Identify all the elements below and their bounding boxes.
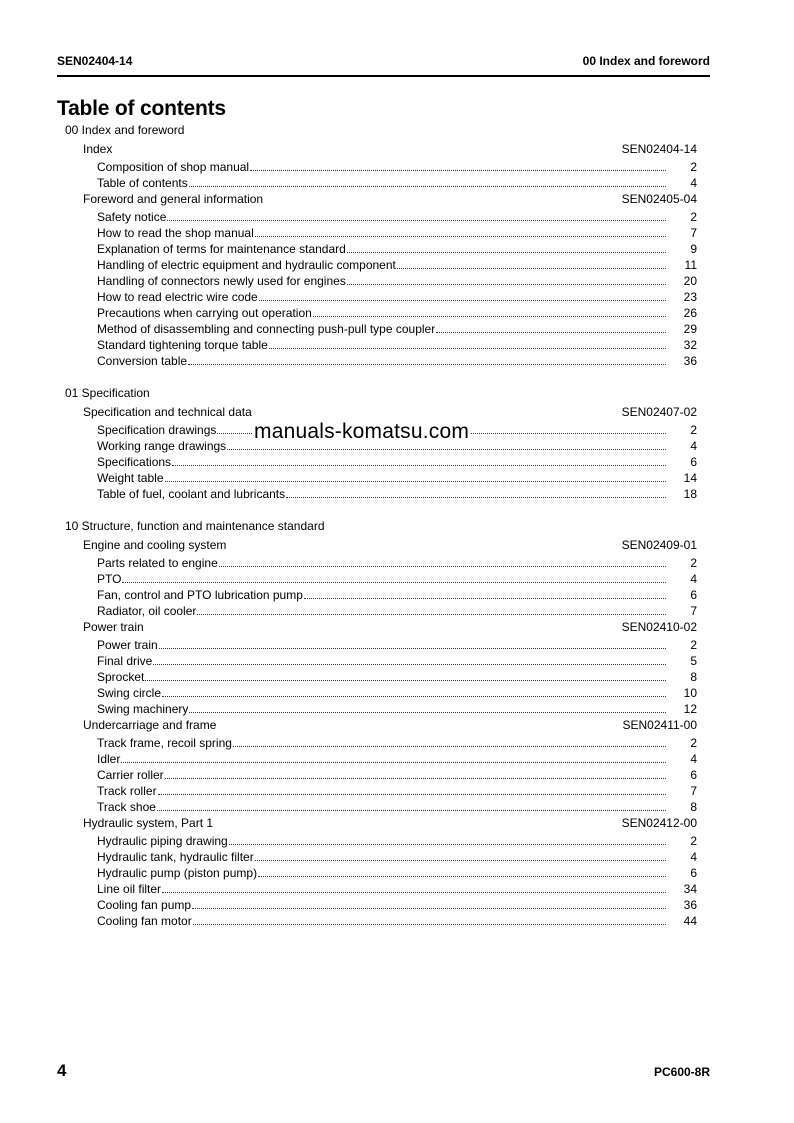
entry-page-number: 34 [683, 882, 697, 896]
dot-leader [162, 685, 666, 697]
dot-leader [159, 637, 666, 649]
dot-leader [304, 587, 666, 599]
entry-page-number: 36 [683, 898, 697, 912]
entry-label: Precautions when carrying out operation [97, 306, 312, 320]
dot-leader [167, 209, 666, 221]
entry-page-number: 6 [690, 768, 697, 782]
page-number: 4 [57, 1061, 67, 1080]
entry-label: Power train [97, 638, 158, 652]
dot-leader [165, 767, 666, 779]
dot-leader [153, 653, 666, 665]
section-code: SEN02405-04 [621, 192, 697, 206]
entry-label: Hydraulic piping drawing [97, 834, 228, 848]
entry-page-number: 7 [690, 784, 697, 798]
entry-label: Radiator, oil cooler [97, 604, 197, 618]
entry-label: Swing circle [97, 686, 162, 700]
header-rule [57, 75, 710, 77]
entry-page-number: 12 [683, 702, 697, 716]
entry-label: Fan, control and PTO lubrication pump [97, 588, 303, 602]
entry-page-number: 2 [690, 210, 697, 224]
toc-entry[interactable] [57, 783, 697, 799]
section-code: SEN02404-14 [621, 142, 697, 156]
toc-entry[interactable] [57, 571, 697, 587]
toc-chapter [57, 518, 697, 929]
toc-entry[interactable] [57, 637, 697, 653]
entry-page-number: 6 [690, 866, 697, 880]
toc-entry[interactable] [57, 337, 697, 353]
entry-label: Conversion table [97, 354, 188, 368]
toc-section[interactable] [57, 404, 697, 420]
toc-entry[interactable] [57, 175, 697, 191]
section-title: Foreword and general information [83, 192, 264, 206]
dot-leader [165, 470, 667, 482]
entry-page-number: 2 [690, 556, 697, 570]
entry-label: Final drive [97, 654, 153, 668]
toc-entry[interactable] [57, 653, 697, 669]
dot-leader [162, 881, 666, 893]
section-code: SEN02411-00 [622, 718, 697, 732]
entry-page-number: 14 [683, 471, 697, 485]
entry-page-number: 6 [690, 588, 697, 602]
entry-label: Swing machinery [97, 702, 189, 716]
toc-entry[interactable] [57, 735, 697, 751]
toc-section[interactable] [57, 619, 697, 635]
dot-leader [255, 225, 666, 237]
toc-entry[interactable] [57, 470, 697, 486]
chapter-title[interactable]: 00 Index and foreword [65, 123, 185, 137]
toc-entry[interactable] [57, 669, 697, 685]
toc-entry[interactable] [57, 555, 697, 571]
toc-entry[interactable] [57, 913, 697, 929]
entry-page-number: 9 [690, 242, 697, 256]
section-title: Specification and technical data [83, 405, 252, 419]
toc-entry[interactable] [57, 833, 697, 849]
toc-entry[interactable] [57, 701, 697, 717]
model-code: PC600-8R [653, 1065, 710, 1079]
doc-code: SEN02404-14 [57, 54, 133, 68]
dot-leader [158, 783, 666, 795]
entry-page-number: 2 [690, 160, 697, 174]
dot-leader [259, 289, 666, 301]
entry-label: Cooling fan motor [97, 914, 192, 928]
toc-entry[interactable] [57, 241, 697, 257]
toc-entry[interactable] [57, 486, 697, 502]
toc-entry[interactable] [57, 849, 697, 865]
toc-section[interactable] [57, 537, 697, 553]
dot-leader [193, 913, 666, 925]
dot-leader [122, 571, 666, 583]
entry-label: Track frame, recoil spring [97, 736, 232, 750]
header-section: 00 Index and foreword [582, 54, 710, 68]
dot-leader [436, 321, 666, 333]
toc-entry[interactable] [57, 159, 697, 175]
entry-label: Method of disassembling and connecting push-pull type coupler [97, 322, 436, 336]
entry-label: Composition of shop manual [97, 160, 250, 174]
dot-leader [145, 669, 666, 681]
toc-entry[interactable] [57, 865, 697, 881]
toc-entry[interactable] [57, 587, 697, 603]
toc-entry[interactable] [57, 767, 697, 783]
dot-leader [233, 735, 666, 747]
entry-label: Table of fuel, coolant and lubricants [97, 487, 286, 501]
toc-entry[interactable] [57, 799, 697, 815]
toc-section[interactable] [57, 191, 697, 207]
section-title: Power train [83, 620, 144, 634]
entry-label: Track roller [97, 784, 157, 798]
toc-entry[interactable] [57, 603, 697, 619]
section-code: SEN02409-01 [621, 538, 697, 552]
entry-page-number: 26 [683, 306, 697, 320]
dot-leader [347, 241, 666, 253]
dot-leader [157, 799, 666, 811]
chapter-spacer [57, 502, 697, 518]
entry-label: Cooling fan pump [97, 898, 192, 912]
entry-page-number: 5 [690, 654, 697, 668]
dot-leader [189, 701, 666, 713]
entry-label: Handling of electric equipment and hydraulic component [97, 258, 396, 272]
toc-chapter [57, 122, 697, 369]
section-title: Engine and cooling system [83, 538, 227, 552]
entry-label: Standard tightening torque table [97, 338, 268, 352]
dot-leader [197, 603, 666, 615]
entry-page-number: 4 [690, 850, 697, 864]
entry-page-number: 44 [683, 914, 697, 928]
toc-entry[interactable] [57, 454, 697, 470]
entry-page-number: 20 [683, 274, 697, 288]
dot-leader [192, 897, 666, 909]
entry-label: Handling of connectors newly used for engines [97, 274, 346, 288]
table-of-contents [57, 122, 697, 929]
entry-page-number: 10 [683, 686, 697, 700]
dot-leader [269, 337, 666, 349]
entry-page-number: 29 [683, 322, 697, 336]
entry-page-number: 8 [690, 670, 697, 684]
entry-page-number: 23 [683, 290, 697, 304]
toc-entry[interactable] [57, 289, 697, 305]
toc-entry[interactable] [57, 305, 697, 321]
entry-label: Track shoe [97, 800, 156, 814]
toc-entry[interactable] [57, 353, 697, 369]
dot-leader [188, 353, 666, 365]
entry-page-number: 4 [690, 439, 697, 453]
section-code: SEN02412-00 [621, 816, 697, 830]
entry-page-number: 2 [690, 736, 697, 750]
section-title: Undercarriage and frame [83, 718, 217, 732]
entry-page-number: 4 [690, 176, 697, 190]
entry-label: Carrier roller [97, 768, 164, 782]
entry-label: Sprocket [97, 670, 145, 684]
watermark: manuals-komatsu.com [254, 420, 470, 443]
entry-page-number: 4 [690, 752, 697, 766]
entry-label: Explanation of terms for maintenance standard [97, 242, 346, 256]
chapter-spacer [57, 369, 697, 385]
entry-label: Weight table [97, 471, 164, 485]
dot-leader [397, 257, 666, 269]
entry-label: Hydraulic tank, hydraulic filter [97, 850, 254, 864]
entry-page-number: 7 [690, 604, 697, 618]
section-code: SEN02407-02 [621, 405, 697, 419]
page-header [57, 54, 710, 74]
entry-label: Table of contents [97, 176, 188, 190]
chapter-title[interactable]: 10 Structure, function and maintenance standard [65, 519, 325, 533]
entry-label: How to read electric wire code [97, 290, 258, 304]
entry-page-number: 32 [683, 338, 697, 352]
entry-label: Line oil filter [97, 882, 162, 896]
section-title: Index [83, 142, 113, 156]
entry-page-number: 4 [690, 572, 697, 586]
dot-leader [258, 865, 666, 877]
entry-label: Specification drawings [97, 423, 217, 437]
entry-label: How to read the shop manual [97, 226, 254, 240]
dot-leader [255, 849, 666, 861]
toc-entry[interactable] [57, 897, 697, 913]
entry-page-number: 18 [683, 487, 697, 501]
dot-leader [121, 751, 666, 763]
toc-entry[interactable] [57, 257, 697, 273]
entry-label: Idler [97, 752, 121, 766]
dot-leader [189, 175, 666, 187]
dot-leader [219, 555, 666, 567]
entry-label: Safety notice [97, 210, 167, 224]
entry-page-number: 2 [690, 638, 697, 652]
entry-label: Hydraulic pump (piston pump) [97, 866, 258, 880]
section-code: SEN02410-02 [621, 620, 697, 634]
toc-section[interactable] [57, 815, 697, 831]
section-title: Hydraulic system, Part 1 [83, 816, 214, 830]
dot-leader [347, 273, 666, 285]
dot-leader [313, 305, 666, 317]
toc-entry[interactable] [57, 273, 697, 289]
dot-leader [172, 454, 666, 466]
toc-entry[interactable] [57, 685, 697, 701]
entry-page-number: 11 [684, 258, 697, 272]
toc-entry[interactable] [57, 751, 697, 767]
toc-section[interactable] [57, 141, 697, 157]
dot-leader [250, 159, 666, 171]
entry-page-number: 2 [690, 423, 697, 437]
toc-entry[interactable] [57, 225, 697, 241]
page-footer [57, 1061, 710, 1081]
toc-entry[interactable] [57, 321, 697, 337]
entry-page-number: 6 [690, 455, 697, 469]
entry-label: PTO [97, 572, 122, 586]
entry-page-number: 8 [690, 800, 697, 814]
entry-label: Parts related to engine [97, 556, 218, 570]
dot-leader [229, 833, 666, 845]
entry-label: Working range drawings [97, 439, 227, 453]
page-title: Table of contents [57, 97, 226, 120]
entry-page-number: 2 [690, 834, 697, 848]
chapter-title[interactable]: 01 Specification [65, 386, 150, 400]
dot-leader [286, 486, 666, 498]
entry-label: Specifications [97, 455, 172, 469]
entry-page-number: 7 [690, 226, 697, 240]
toc-entry[interactable] [57, 209, 697, 225]
toc-section[interactable] [57, 717, 697, 733]
toc-entry[interactable] [57, 881, 697, 897]
entry-page-number: 36 [683, 354, 697, 368]
